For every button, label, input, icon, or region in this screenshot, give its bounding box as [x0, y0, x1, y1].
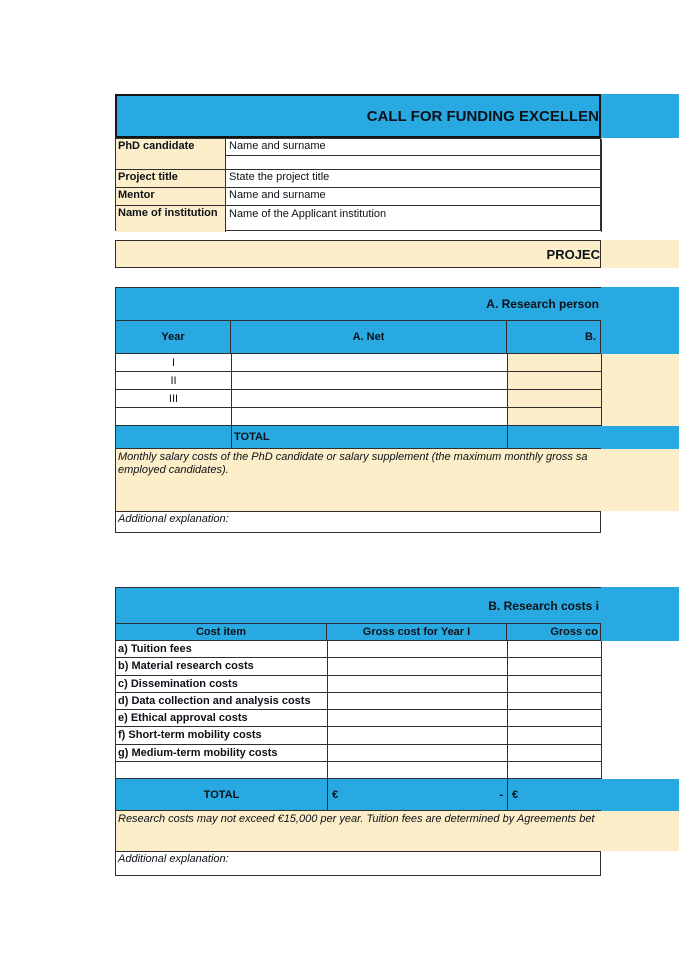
year2-cost-cell[interactable]	[508, 676, 602, 693]
total-year1-value: -	[499, 788, 503, 801]
col-header-year: Year	[115, 320, 231, 354]
year1-cost-cell[interactable]	[328, 658, 508, 675]
personnel-costs-table	[115, 354, 601, 426]
col-header-gross: B.	[507, 320, 601, 354]
phd-candidate-label: PhD candidate	[116, 139, 226, 170]
year1-cost-cell[interactable]	[328, 745, 508, 762]
year1-cost-cell[interactable]	[328, 641, 508, 658]
applicant-info-table	[115, 138, 601, 231]
year1-cost-cell[interactable]	[328, 676, 508, 693]
year2-cost-cell[interactable]	[508, 762, 602, 779]
year2-cost-cell[interactable]	[508, 710, 602, 727]
cost-item-cell: b) Material research costs	[116, 658, 328, 675]
col-header-net: A. Net	[231, 320, 507, 354]
year1-cost-cell[interactable]	[328, 693, 508, 710]
year2-cost-cell[interactable]	[508, 658, 602, 675]
year-label-cell	[116, 408, 232, 426]
institution-value[interactable]: Name of the Applicant institution	[226, 206, 602, 232]
project-budget-band	[115, 240, 601, 268]
year1-cost-cell[interactable]	[328, 727, 508, 744]
gross-input-cell[interactable]	[508, 354, 602, 372]
section-a-total-row	[115, 426, 601, 449]
project-budget-title: PROJEC	[546, 246, 600, 262]
col-header-gross-year1: Gross cost for Year I	[327, 623, 507, 641]
net-input-cell[interactable]	[232, 408, 508, 426]
total-row-spacer	[116, 426, 232, 448]
section-a-title: A. Research person	[486, 297, 599, 311]
cost-item-cell: g) Medium-term mobility costs	[116, 745, 328, 762]
note-line: Monthly salary costs of the PhD candidate or salary supplement (the maximum monthly gross sa	[118, 451, 588, 463]
cost-item-cell: e) Ethical approval costs	[116, 710, 328, 727]
year-label-cell: II	[116, 372, 232, 390]
cost-item-cell	[116, 762, 328, 779]
research-costs-table	[115, 641, 601, 779]
section-a-header	[115, 287, 601, 320]
section-b-note	[115, 811, 601, 851]
additional-explanation-label: Additional explanation:	[118, 853, 229, 865]
section-a-note	[115, 449, 601, 511]
total-year1-currency: €	[332, 788, 339, 801]
net-input-cell[interactable]	[232, 372, 508, 390]
section-a-total-value-cell	[508, 426, 602, 448]
gross-input-cell[interactable]	[508, 372, 602, 390]
total-year1-cell	[328, 779, 508, 810]
additional-explanation-b[interactable]	[115, 851, 601, 876]
col-header-cost-item: Cost item	[115, 623, 327, 641]
gross-input-cell[interactable]	[508, 390, 602, 408]
section-b-total-row	[115, 779, 601, 811]
year2-cost-cell[interactable]	[508, 727, 602, 744]
year1-cost-cell[interactable]	[328, 762, 508, 779]
year2-cost-cell[interactable]	[508, 693, 602, 710]
institution-label: Name of institution	[116, 206, 226, 232]
section-b-header	[115, 587, 601, 623]
year2-cost-cell[interactable]	[508, 745, 602, 762]
net-input-cell[interactable]	[232, 354, 508, 372]
mentor-label: Mentor	[116, 188, 226, 206]
total-year2-currency: €	[512, 788, 519, 801]
year1-cost-cell[interactable]	[328, 710, 508, 727]
additional-explanation-a[interactable]	[115, 511, 601, 533]
net-input-cell[interactable]	[232, 390, 508, 408]
funding-call-banner	[115, 94, 601, 138]
page-title: CALL FOR FUNDING EXCELLEN	[366, 107, 599, 125]
additional-explanation-label: Additional explanation:	[118, 513, 229, 525]
mentor-value[interactable]: Name and surname	[226, 188, 602, 206]
year-label-cell: I	[116, 354, 232, 372]
total-year2-cell	[508, 779, 602, 810]
phd-candidate-value[interactable]: Name and surname	[226, 139, 602, 156]
year-label-cell: III	[116, 390, 232, 408]
section-b-total-label: TOTAL	[116, 779, 328, 810]
cost-item-cell: f) Short-term mobility costs	[116, 727, 328, 744]
note-line: Research costs may not exceed €15,000 per year. Tuition fees are determined by Agreements bet	[118, 813, 595, 825]
col-header-gross-year2: Gross co	[507, 623, 601, 641]
year2-cost-cell[interactable]	[508, 641, 602, 658]
cost-item-cell: d) Data collection and analysis costs	[116, 693, 328, 710]
project-title-value[interactable]: State the project title	[226, 170, 602, 188]
cost-item-cell: a) Tuition fees	[116, 641, 328, 658]
section-a-total-label: TOTAL	[232, 426, 508, 448]
project-title-label: Project title	[116, 170, 226, 188]
cost-item-cell: c) Dissemination costs	[116, 676, 328, 693]
section-b-title: B. Research costs i	[488, 598, 599, 613]
empty-value-cell[interactable]	[226, 156, 602, 170]
gross-input-cell[interactable]	[508, 408, 602, 426]
section-a-body-right-fill	[601, 354, 679, 426]
note-line: employed candidates).	[118, 464, 229, 476]
